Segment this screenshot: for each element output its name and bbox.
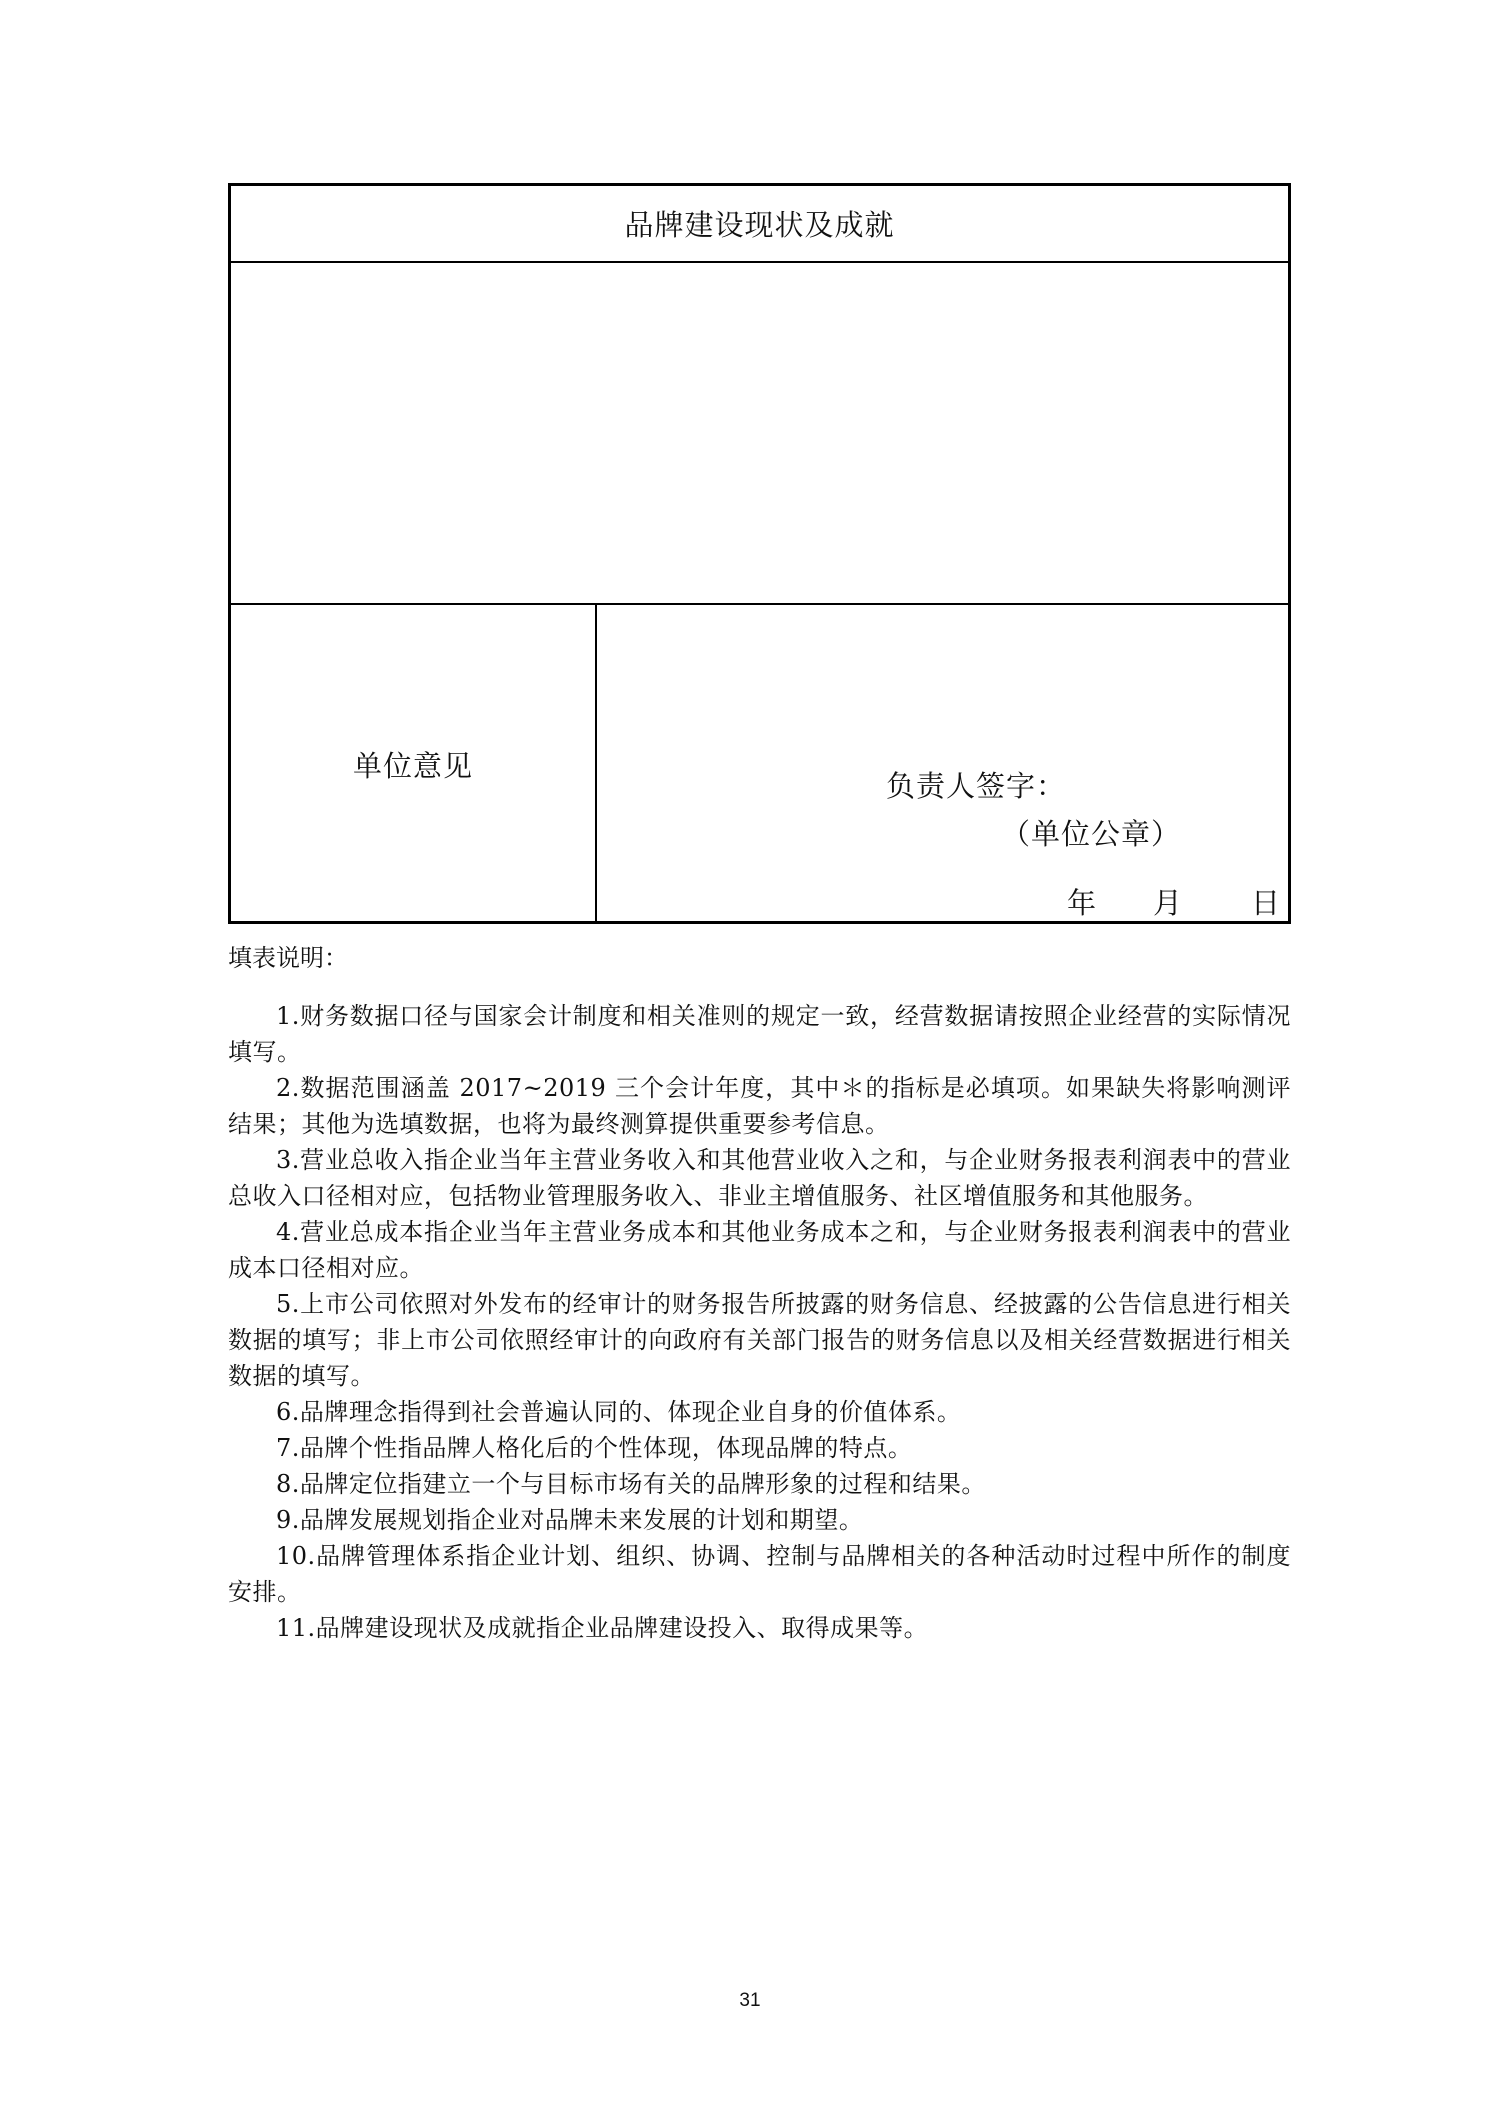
date-year-label: 年 [1067,886,1097,920]
instruction-item: 5.上市公司依照对外发布的经审计的财务报告所披露的财务信息、经披露的公告信息进行相关数据的填写；非上市公司依照经审计的向政府有关部门报告的财务信息以及相关经营数据进行相关数据的填写。 [228,1290,1291,1390]
date-month-label: 月 [1153,886,1183,920]
form-table [228,183,1291,924]
section-title: 品牌建设现状及成就 [624,208,895,242]
instruction-item: 9.品牌发展规划指企业对品牌未来发展的计划和期望。 [276,1506,864,1534]
instruction-item: 4.营业总成本指企业当年主营业务成本和其他业务成本之和，与企业财务报表利润表中的营业成本口径相对应。 [228,1218,1291,1282]
filling-instructions [228,940,1291,1646]
instructions-heading: 填表说明： [228,944,348,972]
date-day-label: 日 [1251,886,1281,920]
page-number: 31 [739,1990,761,2011]
instruction-item: 3.营业总收入指企业当年主营业务收入和其他营业收入之和，与企业财务报表利润表中的营业总收入口径相对应，包括物业管理服务收入、非业主增值服务、社区增值服务和其他服务。 [228,1146,1291,1210]
instruction-item: 10.品牌管理体系指企业计划、组织、协调、控制与品牌相关的各种活动时过程中所作的制度安排。 [228,1542,1291,1606]
column-divider [595,603,597,921]
instruction-item: 1.财务数据口径与国家会计制度和相关准则的规定一致，经营数据请按照企业经营的实际情况填写。 [228,1002,1291,1066]
instruction-item: 11.品牌建设现状及成就指企业品牌建设投入、取得成果等。 [276,1614,929,1642]
instruction-item: 6.品牌理念指得到社会普遍认同的、体现企业自身的价值体系。 [276,1398,962,1426]
achievements-content-area[interactable] [231,263,1288,603]
instruction-item: 2.数据范围涵盖 2017~2019 三个会计年度，其中＊的指标是必填项。如果缺失将影响测评结果；其他为选填数据，也将为最终测算提供重要参考信息。 [228,1074,1291,1138]
signature-label: 负责人签字： [886,769,1067,803]
unit-opinion-label: 单位意见 [352,749,473,783]
instruction-item: 7.品牌个性指品牌人格化后的个性体现，体现品牌的特点。 [276,1434,913,1462]
unit-stamp-label: （单位公章） [1001,817,1182,851]
instruction-item: 8.品牌定位指建立一个与目标市场有关的品牌形象的过程和结果。 [276,1470,986,1498]
